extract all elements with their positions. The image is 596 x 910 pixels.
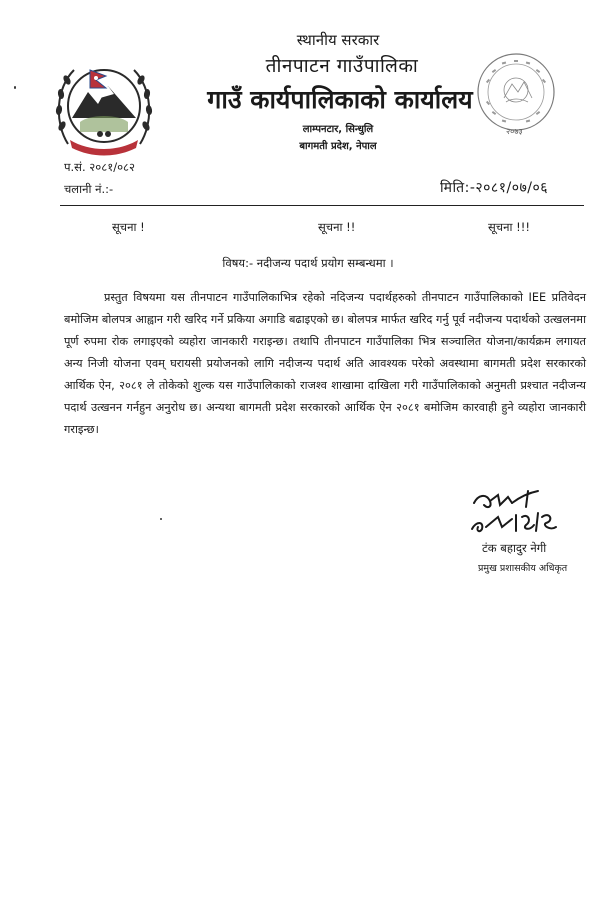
handwritten-signature-icon [468,487,568,537]
notice-heading-2: सूचना !! [318,220,356,234]
office-title: गाउँ कार्यपालिकाको कार्यालय [207,85,473,114]
scan-speck [160,518,162,520]
header-divider [60,205,584,206]
letter-body: प्रस्तुत विषयमा यस तीनपाटन गाउँपालिकाभित्र रहेको नदिजन्य पदार्थहरुको तीनपाटन गाउँपालिकाको IEE प्रतिवेदन बमोजिम बोलपत्र आह्वान गरी खरिद गर्ने प्रकिया अगाडि बढाइएको छ। बोलपत्र मार्फत खरिद गर्नु पूर्व नदीजन्य पदार्थको उत्खलनमा पूर्ण रुपमा रोक लगाइएको व्यहोरा जानकारी गराइन्छ। तथापि तीनपाटन गाउँपालिका भित्र सञ्चालित योजना/कार्यक्रम लगायत अन्य निजी योजना एवम् घरायसी प्रयोजनको लागि नदीजन्य पदार्थ अति आवश्यक परेको अवस्थामा बागमती प्रदेश सरकारको आर्थिक ऐन, २०८१ ले तोकेको शुल्क यस गाउँपालिकाको राजश्व शाखामा दाखिला गरी गाउँपालिकाको अनुमती प्रश्चात नदीजन्य पदार्थ उत्खनन गर्नहुन अनुरोध छ। अन्यथा बागमती प्रदेश सरकारको आर्थिक ऐन २०८१ बमोजिम कारवाही हुने व्यहोरा जानकारी गराइन्छ। [64,291,586,436]
seal-year: २०७३ [506,127,523,136]
office-address: लाम्पनटार, सिन्धुलि [302,124,374,135]
office-province: बागमती प्रदेश, नेपाल [299,141,377,152]
notice-heading-3: सूचना !!! [488,220,530,234]
scan-speck [14,86,16,89]
fiscal-year-ref: प.सं. २०८१/०८२ [64,160,136,174]
government-label: स्थानीय सरकार [296,31,380,49]
notice-heading-1: सूचना ! [112,220,145,234]
dispatch-number: चलानी नं.:- [64,182,114,196]
letter-subject: विषय:- नदीजन्य पदार्थ प्रयोग सम्बन्धमा । [222,256,394,270]
signatory-name: टंक बहादुर नेगी [482,541,547,555]
letter-date: मिति:-२०८१/०७/०६ [440,180,549,196]
municipality-name: तीनपाटन गाउँपालिका [265,55,419,77]
signatory-title: प्रमुख प्रशासकीय अधिकृत [478,563,568,574]
